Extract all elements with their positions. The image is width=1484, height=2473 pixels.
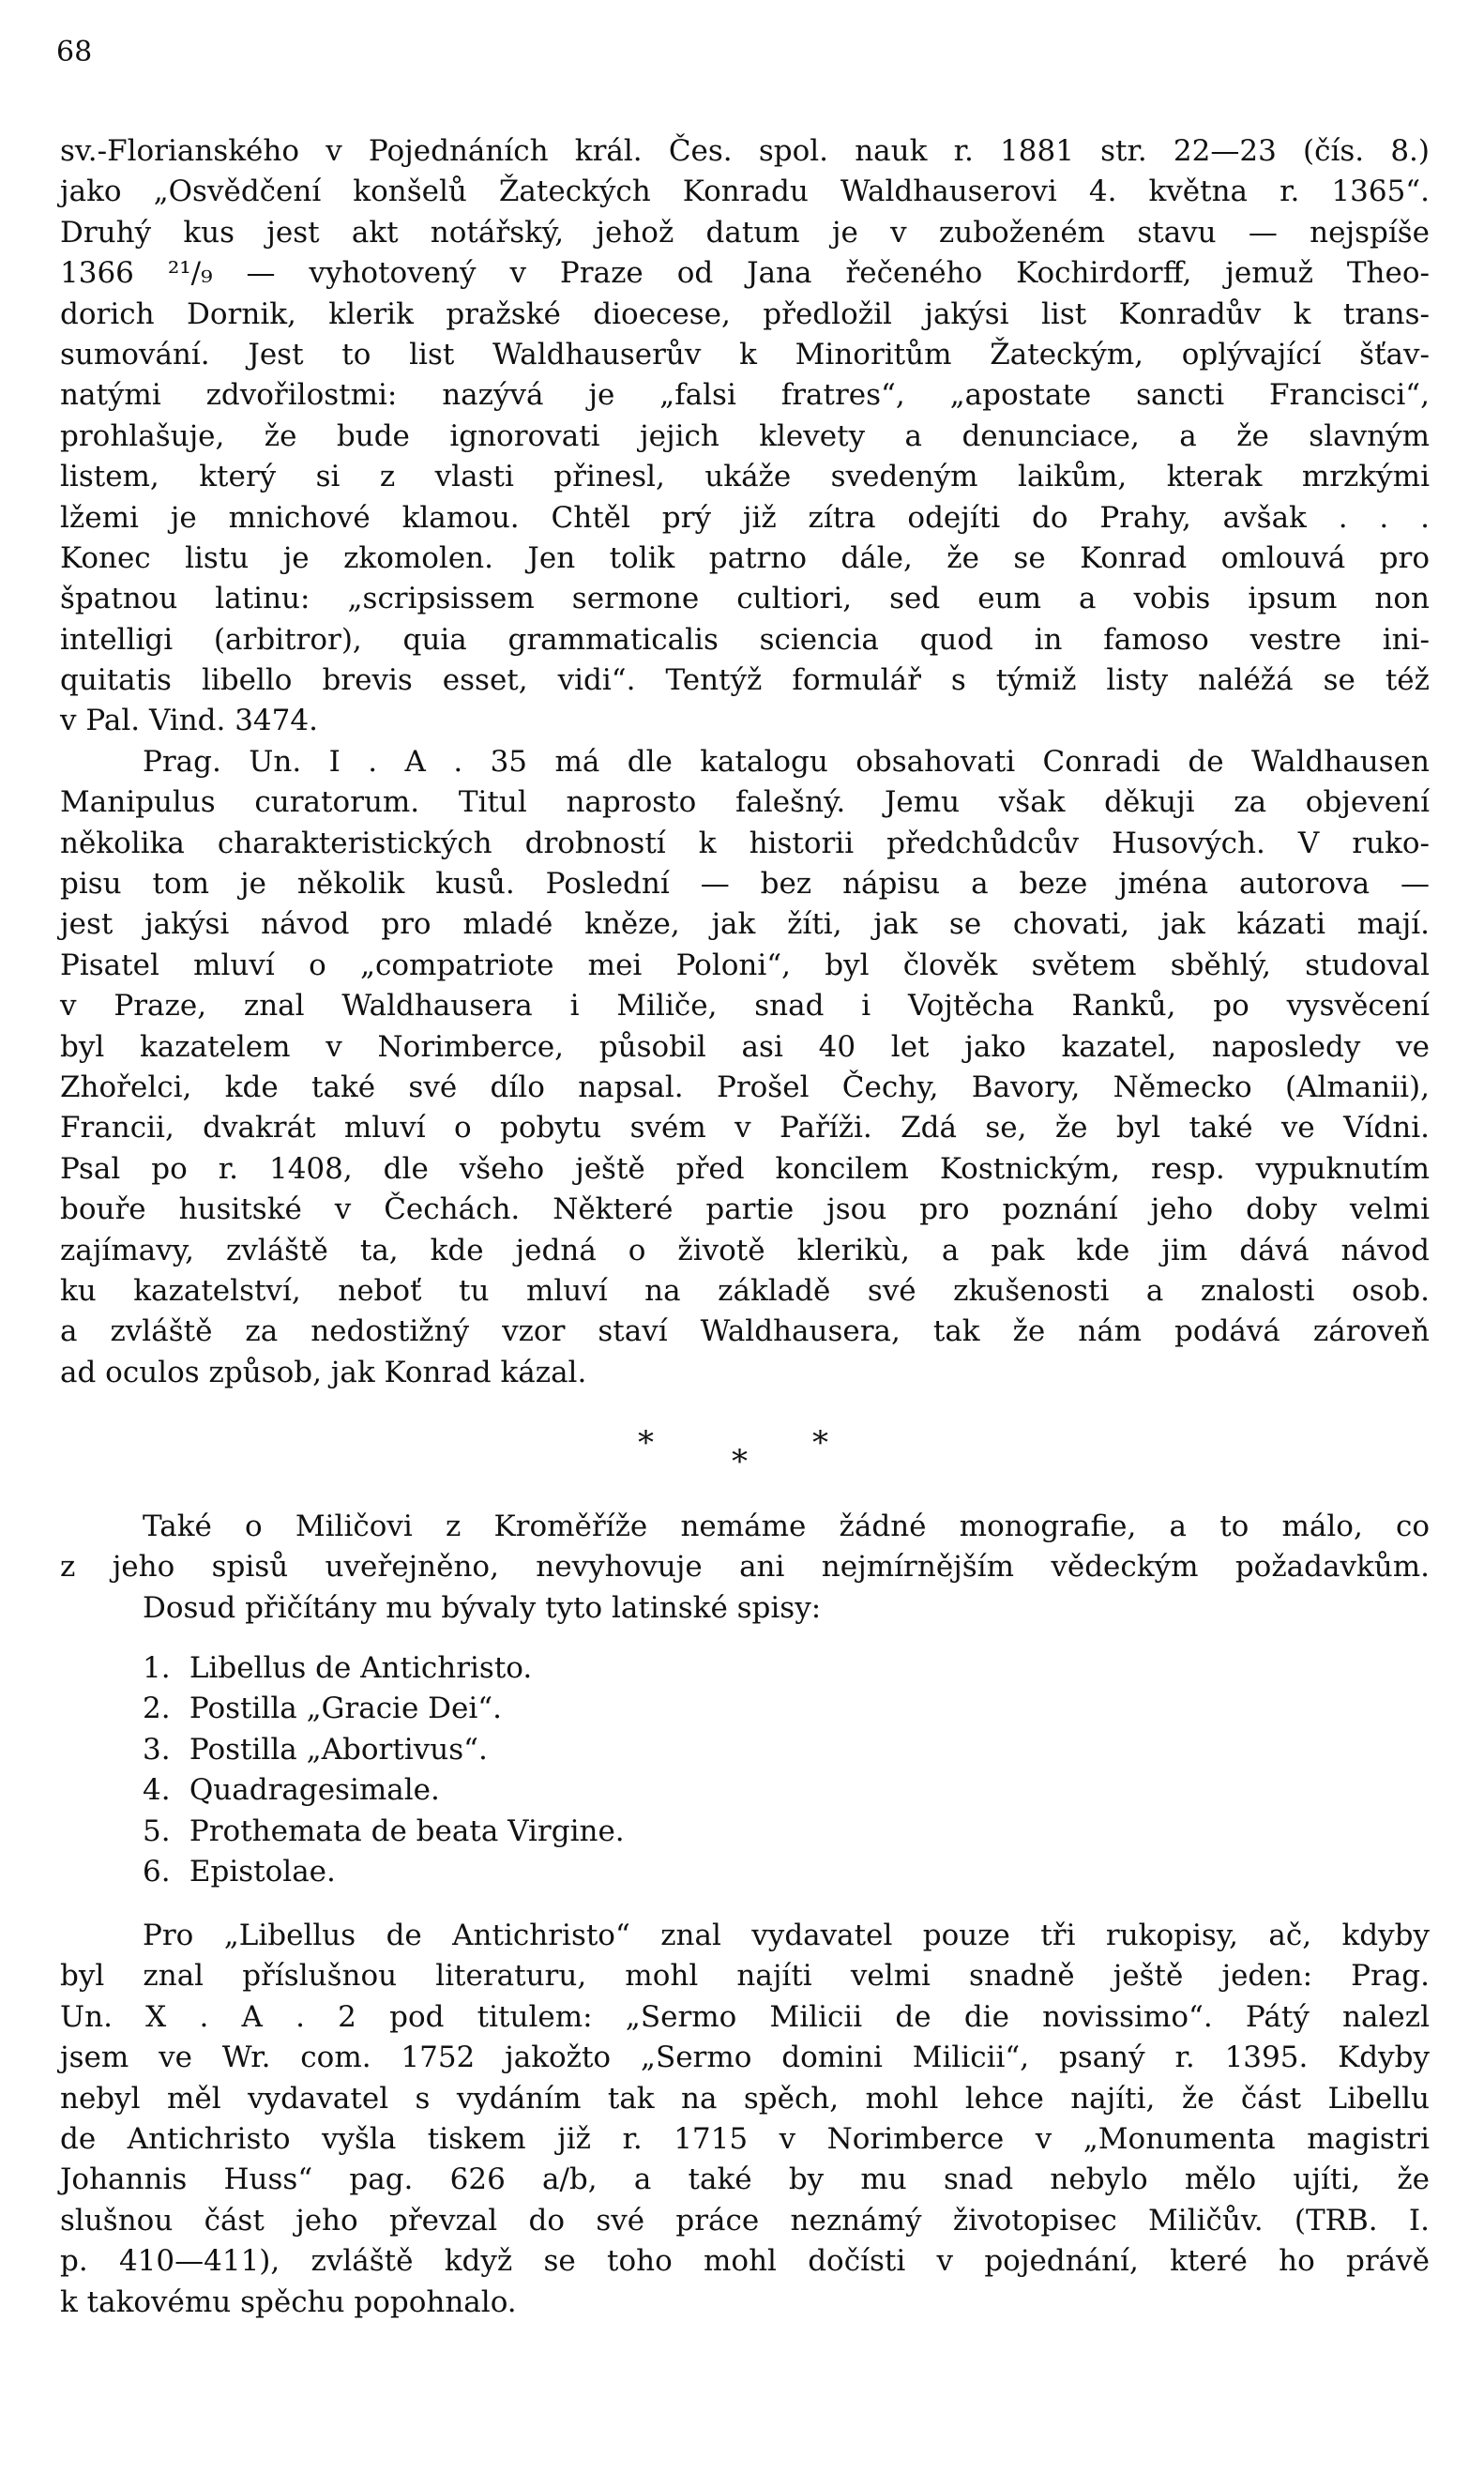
final-line: nebyl měl vydavatel s vydáním tak na spěch, mohl lehce najíti, že část Libellu	[60, 2081, 1430, 2116]
list-item	[143, 1770, 1268, 1811]
list-item	[143, 1812, 1268, 1852]
body-line: špatnou latinu: „scripsissem sermone cultiori, sed eum a vobis ipsum non	[60, 582, 1430, 616]
list-item-number: 4.	[143, 1773, 171, 1808]
section2-line: Také o Miličovi z Kroměříže nemáme žádné monografie, a to málo, co	[143, 1510, 1430, 1543]
body-line: prohlašuje, že bude ignorovati jejich klevety a denunciace, a že slavným	[60, 418, 1430, 453]
body-line: několika charakteristických drobností k historii předchůdcův Husových. V ruko-	[60, 826, 1430, 860]
section-separator	[0, 1421, 1484, 1487]
body-line: sumování. Jest to list Waldhauserův k Minoritům Žateckým, oplývající šťav-	[60, 337, 1430, 372]
body-line: intelligi (arbitror), quia grammaticalis sciencia quod in famoso vestre ini-	[60, 622, 1430, 657]
body-line: jako „Osvědčení konšelů Žateckých Konradu Waldhauserovi 4. května r. 1365“.	[60, 174, 1430, 209]
body-line: Konec listu je zkomolen. Jen tolik patrno dále, že se Konrad omlouvá pro	[60, 540, 1430, 575]
body-line: bouře husitské v Čechách. Některé partie jsou pro poznání jeho doby velmi	[60, 1192, 1430, 1227]
section2-paragraph	[60, 1507, 1430, 1629]
body-line: lžemi je mnichové klamou. Chtěl prý již zítra odejíti do Prahy, avšak . . .	[60, 500, 1430, 535]
body-line: zajímavy, zvláště ta, kde jedná o životě klerikù, a pak kde jim dává návod	[60, 1233, 1430, 1267]
final-line: k takovému spěchu popohnalo.	[60, 2284, 517, 2319]
separator-asterisk: *	[812, 1424, 828, 1462]
body-line: 1366 ²¹/₉ — vyhotovený v Praze od Jana řečeného Kochirdorff, jemuž Theo-	[60, 256, 1430, 291]
list-item-title: Epistolae.	[189, 1854, 336, 1889]
separator-asterisk: *	[732, 1443, 748, 1480]
list-item-title: Quadragesimale.	[189, 1773, 440, 1808]
body-line: ad oculos způsob, jak Konrad kázal.	[60, 1355, 587, 1389]
body-line: ku kazatelství, neboť tu mluví na základě své zkušenosti a znalosti osob.	[60, 1273, 1430, 1308]
final-paragraph	[60, 1916, 1430, 2323]
separator-asterisk: *	[638, 1424, 654, 1462]
body-line: jest jakýsi návod pro mladé kněze, jak žíti, jak se chovati, jak kázati mají.	[60, 907, 1430, 942]
list-item-title: Libellus de Antichristo.	[189, 1651, 533, 1685]
body-line: Prag. Un. I . A . 35 má dle katalogu obsahovati Conradi de Waldhausen	[143, 744, 1430, 779]
body-line: pisu tom je několik kusů. Poslední — bez nápisu a beze jména autorova —	[60, 867, 1430, 902]
section2-line: Dosud přičítány mu bývaly tyto latinské spisy:	[143, 1590, 822, 1625]
list-item-title: Prothemata de beata Virgine.	[189, 1813, 625, 1848]
final-line: p. 410—411), zvláště když se toho mohl dočísti v pojednání, které ho právě	[60, 2244, 1430, 2279]
final-line: jsem ve Wr. com. 1752 jakožto „Sermo domini Milicii“, psaný r. 1395. Kdyby	[60, 2041, 1430, 2075]
body-line: v Praze, znal Waldhausera i Miliče, snad i Vojtěcha Ranků, po vysvěcení	[60, 989, 1430, 1024]
final-line: Pro „Libellus de Antichristo“ znal vydavatel pouze tři rukopisy, ač, kdyby	[143, 1919, 1430, 1952]
body-line: a zvláště za nedostižný vzor staví Waldhausera, tak že nám podává zároveň	[60, 1314, 1430, 1349]
list-item	[143, 1689, 1268, 1729]
list-item	[143, 1852, 1268, 1892]
final-line: Un. X . A . 2 pod titulem: „Sermo Milicii de die novissimo“. Pátý nalezl	[60, 1999, 1430, 2034]
final-line: de Antichristo vyšla tiskem již r. 1715 v Norimberce v „Monumenta magistri	[60, 2121, 1430, 2156]
body-line: byl kazatelem v Norimberce, působil asi 40 let jako kazatel, naposledy ve	[60, 1029, 1430, 1064]
body-line: Francii, dvakrát mluví o pobytu svém v Paříži. Zdá se, že byl také ve Vídni.	[60, 1111, 1430, 1145]
list-item	[143, 1730, 1268, 1770]
body-line: Zhořelci, kde také své dílo napsal. Prošel Čechy, Bavory, Německo (Almanii),	[60, 1070, 1430, 1104]
list-item	[143, 1648, 1268, 1689]
list-item-title: Postilla „Gracie Dei“.	[189, 1692, 502, 1726]
body-line: listem, který si z vlasti přinesl, ukáže svedeným laikům, kterak mrzkými	[60, 460, 1430, 494]
body-line: Druhý kus jest akt notářský, jehož datum je v zuboženém stavu — nejspíše	[60, 215, 1430, 250]
list-item-number: 5.	[143, 1813, 171, 1848]
page-number: 68	[56, 36, 93, 68]
final-line: byl znal příslušnou literaturu, mohl najíti velmi snadně ještě jeden: Prag.	[60, 1959, 1430, 1994]
final-line: slušnou část jeho převzal do své práce neznámý životopisec Miličův. (TRB. I.	[60, 2203, 1430, 2238]
body-line: dorich Dornik, klerik pražské dioecese, předložil jakýsi list Konradův k trans-	[60, 296, 1430, 331]
body-line: Psal po r. 1408, dle všeho ještě před koncilem Kostnickým, resp. vypuknutím	[60, 1151, 1430, 1186]
body-line: Manipulus curatorum. Titul naprosto falešný. Jemu však děkuji za objevení	[60, 785, 1430, 820]
body-line: v Pal. Vind. 3474.	[60, 704, 318, 738]
body-line: Pisatel mluví o „compatriote mei Poloni“, byl člověk světem sběhlý, studoval	[60, 948, 1430, 982]
list-item-number: 6.	[143, 1854, 171, 1889]
body-line: quitatis libello brevis esset, vidi“. Tentýž formulář s týmiž listy naléžá se též	[60, 663, 1430, 698]
list-item-number: 1.	[143, 1651, 171, 1685]
section2-line: z jeho spisů uveřejněno, nevyhovuje ani nejmírnějším vědeckým požadavkům.	[60, 1550, 1430, 1585]
body-paragraph-block	[60, 131, 1430, 1393]
list-item-number: 2.	[143, 1692, 171, 1726]
body-line: sv.-Florianského v Pojednáních král. Čes. spol. nauk r. 1881 str. 22—23 (čís. 8.)	[60, 134, 1430, 168]
body-line: natými zdvořilostmi: nazývá je „falsi fratres“, „apostate sancti Francisci“,	[60, 378, 1430, 413]
list-item-title: Postilla „Abortivus“.	[189, 1732, 488, 1767]
final-line: Johannis Huss“ pag. 626 a/b, a také by mu snad nebylo mělo ujíti, že	[60, 2162, 1430, 2197]
list-item-number: 3.	[143, 1732, 171, 1767]
works-list	[143, 1648, 1268, 1892]
